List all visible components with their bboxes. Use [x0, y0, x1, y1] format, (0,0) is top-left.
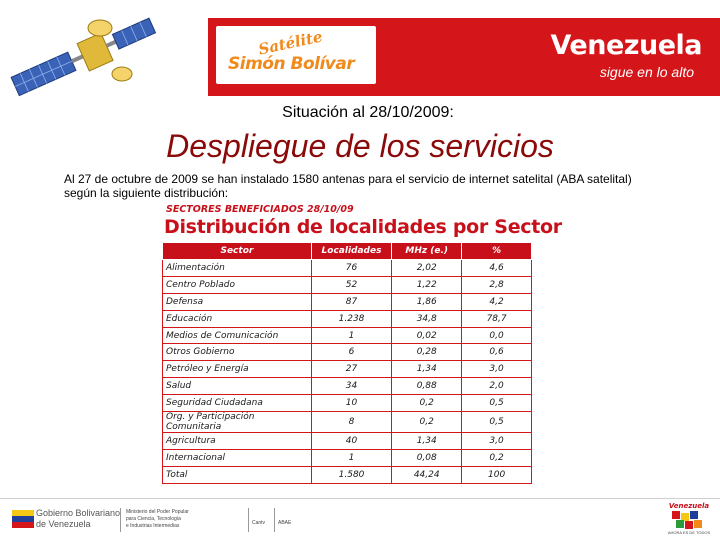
cell-sector: Seguridad Ciudadana: [163, 395, 312, 412]
government-logos: [8, 504, 308, 534]
table-row: [163, 293, 532, 310]
ministry-line2: para Ciencia, Tecnología: [126, 516, 181, 522]
cell-mhz: 0,08: [392, 449, 462, 466]
footer-separator: [274, 508, 275, 532]
cell-sector: Agricultura: [163, 433, 312, 450]
table-row: [163, 412, 532, 433]
table-row: [163, 344, 532, 361]
cell-percent: 3,0: [462, 433, 532, 450]
cell-localidades: 40: [311, 433, 391, 450]
ministry-line3: e Industrias Intermedias: [126, 523, 180, 529]
cell-sector: Internacional: [163, 449, 312, 466]
column-header-percent: %: [462, 243, 532, 260]
table-row: [163, 378, 532, 395]
cell-percent: 78,7: [462, 310, 532, 327]
cell-localidades: 10: [311, 395, 391, 412]
cell-localidades: 1.238: [311, 310, 391, 327]
column-header-localidades: Localidades: [311, 243, 391, 260]
cell-mhz: 1,34: [392, 433, 462, 450]
table-row: [163, 395, 532, 412]
cell-localidades: 1: [311, 327, 391, 344]
abae-label: ABAE: [278, 520, 292, 526]
cell-sector: Educación: [163, 310, 312, 327]
cell-percent: 0,0: [462, 327, 532, 344]
cell-percent: 4,2: [462, 293, 532, 310]
footer-separator: [120, 508, 121, 532]
cell-sector: Petróleo y Energía: [163, 361, 312, 378]
cell-mhz: 1,86: [392, 293, 462, 310]
cell-localidades: 8: [311, 412, 391, 433]
table-kicker: SECTORES BENEFICIADOS 28/10/09: [166, 204, 354, 215]
cell-localidades: 34: [311, 378, 391, 395]
header-banner: [208, 18, 720, 96]
cell-sector: Total: [163, 466, 312, 483]
table-row: [163, 276, 532, 293]
brand-slogan: sigue en lo alto: [599, 64, 694, 80]
footer-logo-text: Venezuela: [668, 502, 710, 510]
cell-mhz: 44,24: [392, 466, 462, 483]
cell-percent: 3,0: [462, 361, 532, 378]
logo-satelite-text: Satélite: [256, 27, 325, 59]
cell-sector: Otros Gobierno: [163, 344, 312, 361]
distribution-table: [162, 242, 532, 484]
cell-mhz: 0,2: [392, 395, 462, 412]
table-row: [163, 327, 532, 344]
cell-sector: Defensa: [163, 293, 312, 310]
gov-name-line1: Gobierno Bolivariano: [36, 508, 121, 518]
status-date-text: Situación al 28/10/2009:: [282, 104, 454, 121]
table-row: [163, 361, 532, 378]
cell-localidades: 1: [311, 449, 391, 466]
venezuela-ahora-logo: [664, 502, 714, 536]
cell-percent: 2,0: [462, 378, 532, 395]
column-header-mhz: MHz (e.): [392, 243, 462, 260]
table-row: [163, 449, 532, 466]
cell-mhz: 2,02: [392, 260, 462, 277]
cell-percent: 2,8: [462, 276, 532, 293]
cell-percent: 0,5: [462, 395, 532, 412]
cell-localidades: 27: [311, 361, 391, 378]
cell-mhz: 1,34: [392, 361, 462, 378]
cell-percent: 100: [462, 466, 532, 483]
cell-sector: Medios de Comunicación: [163, 327, 312, 344]
table-title: Distribución de localidades por Sector: [164, 216, 562, 238]
table-total-row: [163, 466, 532, 483]
ministry-line1: Ministerio del Poder Popular: [126, 509, 189, 515]
cell-localidades: 6: [311, 344, 391, 361]
cantv-label: Cantv: [252, 520, 266, 526]
satellite-icon: [4, 8, 174, 104]
cell-mhz: 0,28: [392, 344, 462, 361]
cell-mhz: 1,22: [392, 276, 462, 293]
intro-paragraph: Al 27 de octubre de 2009 se han instalado 1580 antenas para el servicio de internet satelital (ABA satelital) según la siguiente distribución:: [64, 172, 632, 200]
satelite-simon-bolivar-logo: [216, 26, 376, 84]
footer-separator: [248, 508, 249, 532]
cell-percent: 0,2: [462, 449, 532, 466]
cell-mhz: 0,2: [392, 412, 462, 433]
table-row: [163, 260, 532, 277]
cell-mhz: 0,88: [392, 378, 462, 395]
cell-mhz: 34,8: [392, 310, 462, 327]
cell-localidades: 76: [311, 260, 391, 277]
gov-name-line2: de Venezuela: [36, 519, 91, 529]
table-header-row: [163, 243, 532, 260]
cell-localidades: 52: [311, 276, 391, 293]
cell-percent: 0,5: [462, 412, 532, 433]
cell-sector: Centro Poblado: [163, 276, 312, 293]
cell-localidades: 87: [311, 293, 391, 310]
page-title: Despliegue de los servicios: [166, 128, 554, 164]
cell-sector: Salud: [163, 378, 312, 395]
footer-logo-slogan: AHORA ES DE TODOS: [667, 530, 711, 535]
footer-logo-graphic: [672, 511, 706, 529]
cell-sector: Alimentación: [163, 260, 312, 277]
brand-title: Venezuela: [550, 30, 702, 61]
status-date-heading: [0, 104, 720, 122]
column-header-sector: Sector: [163, 243, 312, 260]
logo-simon-text: Simón Bolívar: [228, 54, 355, 74]
table-row: [163, 433, 532, 450]
cell-mhz: 0,02: [392, 327, 462, 344]
flag-icon: [12, 510, 34, 528]
cell-percent: 4,6: [462, 260, 532, 277]
cell-localidades: 1.580: [311, 466, 391, 483]
cell-sector: Org. y Participación Comunitaria: [163, 412, 312, 433]
cell-percent: 0,6: [462, 344, 532, 361]
table-row: [163, 310, 532, 327]
footer-divider: [0, 498, 720, 499]
